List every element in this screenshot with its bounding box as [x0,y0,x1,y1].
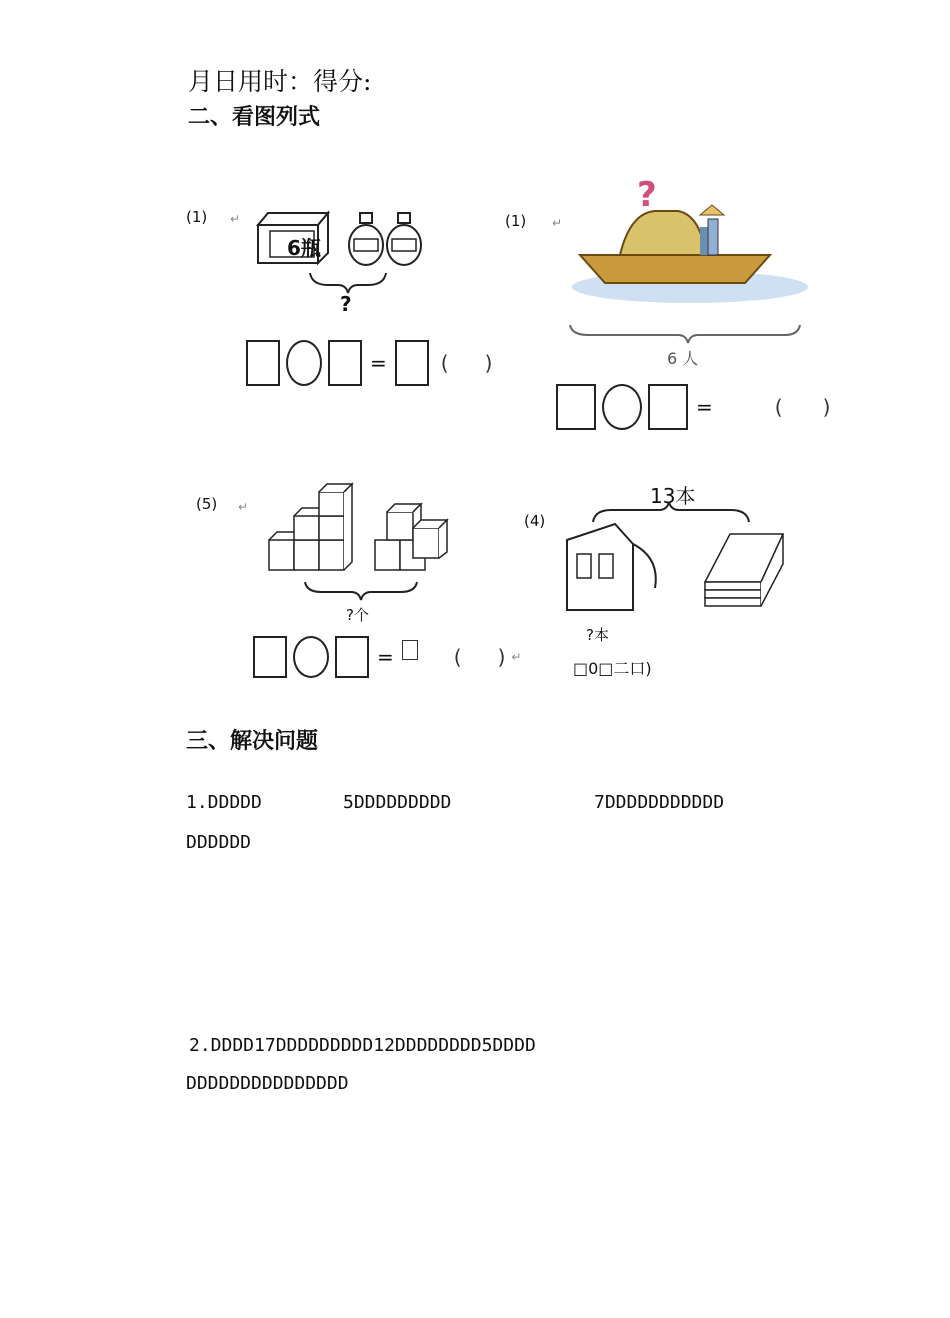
return-mark: ↵ [511,650,522,664]
problem-1-part3: 7DDDDDDDDDDD [594,792,725,813]
q1a-label: (1) [186,208,208,226]
answer-box[interactable] [328,340,362,386]
problem-1-part2: 5DDDDDDDDD [343,792,452,813]
q5-answer-row [253,636,521,678]
q1a-answer-row [246,340,492,386]
problem-1-part1: 1.DDDDD [186,792,262,813]
q5-label: (5) [196,495,218,513]
unit-paren-open: ( [774,395,783,419]
q1b-answer-row [556,384,830,430]
cubes-illustration [265,482,455,602]
return-mark: ↵ [230,212,241,226]
small-box[interactable] [402,640,418,660]
equals-sign: = [370,351,387,375]
q1b-label: (1) [505,212,527,230]
unit-paren-close: ) [822,395,831,419]
bag-books-illustration [555,500,795,630]
unit-paren-open: ( [440,351,449,375]
q4-bag-label: ?本 [586,626,609,644]
q4-answer-text: □0□二口) [573,659,652,678]
operator-circle[interactable] [293,636,329,678]
answer-box[interactable] [556,384,596,430]
operator-circle[interactable] [602,384,642,430]
return-mark: ↵ [552,216,563,230]
answer-box[interactable] [395,340,429,386]
q4-label: (4) [524,512,546,530]
q1a-question-mark: ? [340,292,352,316]
q1a-box-label: 6瓶 [287,236,321,260]
header-line: 月日用时：得分: [188,67,372,96]
unit-paren-close: ) [497,645,506,669]
q1b-question-mark: ? [637,175,657,215]
q1b-brace-label: 6 人 [667,349,699,368]
q5-brace-label: ?个 [346,606,369,624]
section-title-2: 二、看图列式 [188,105,321,130]
unit-paren-open: ( [453,645,462,669]
unit-paren-close: ) [484,351,493,375]
q4-top-label: 13本 [650,484,696,508]
operator-circle[interactable] [286,340,322,386]
problem-2-line1: 2.DDDD17DDDDDDDDD12DDDDDDDD5DDDD [189,1035,536,1056]
equals-sign: = [696,395,713,419]
problem-2-line2: DDDDDDDDDDDDDDD [186,1073,349,1094]
answer-box[interactable] [335,636,369,678]
answer-box[interactable] [648,384,688,430]
problem-1-line2: DDDDDD [186,832,252,853]
answer-box[interactable] [253,636,287,678]
boat-illustration [560,175,820,350]
answer-box[interactable] [246,340,280,386]
equals-sign: = [377,645,394,669]
return-mark: ↵ [238,500,249,514]
section-title-3: 三、解决问题 [186,729,319,754]
